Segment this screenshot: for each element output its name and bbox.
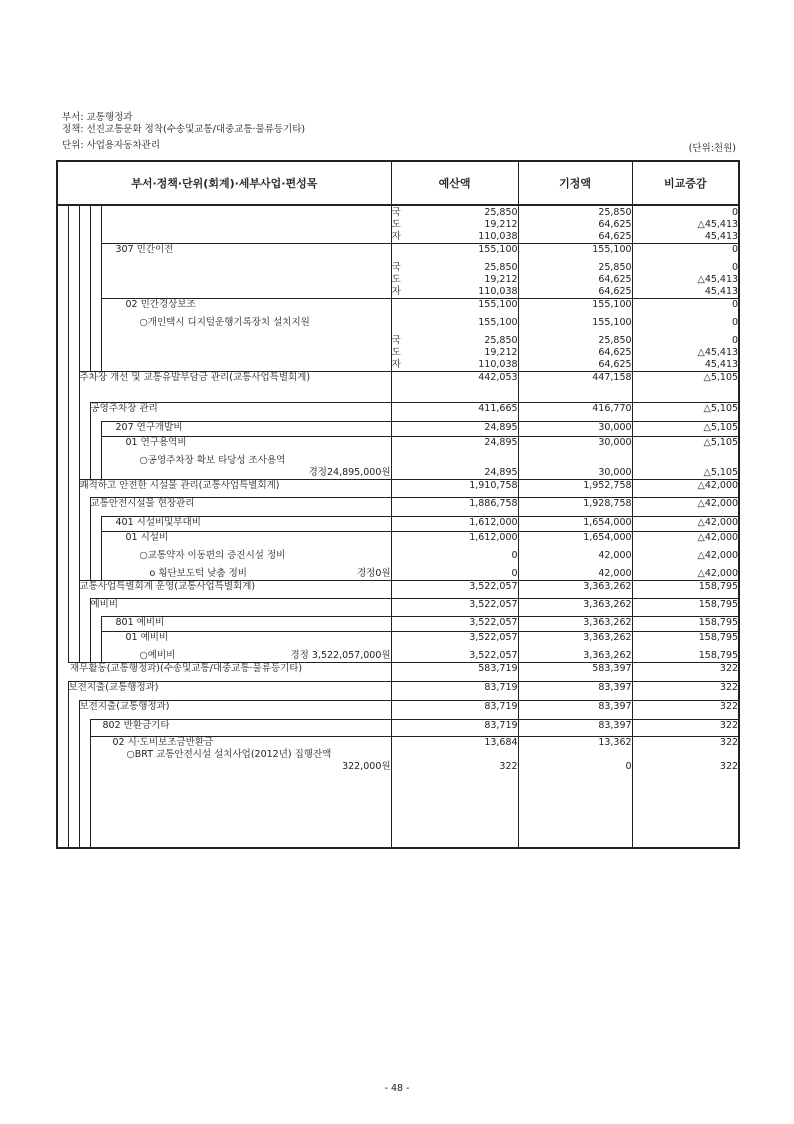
budget-value: 83,719 <box>484 701 518 712</box>
row-label: 02 민간경상보조 <box>125 299 196 310</box>
fund-label: 자 <box>391 231 401 242</box>
table-row <box>57 581 739 599</box>
prior-value: 30,000 <box>598 467 632 478</box>
table-row <box>57 480 739 498</box>
prior-value: 64,625 <box>598 219 632 230</box>
diff-value: 158,795 <box>698 632 739 643</box>
row-label: 공영주차장 관리 <box>90 403 158 414</box>
budget-value: 1,612,000 <box>469 532 518 543</box>
fund-value: 110,038 <box>478 359 518 370</box>
table-header-row <box>57 161 739 205</box>
row-sublabel: ○BRT 교통안전시설 설치사업(2012년) 집행잔액 <box>126 749 332 760</box>
diff-value: △42,000 <box>697 550 739 561</box>
diff-value: 0 <box>732 262 739 273</box>
fund-value: 110,038 <box>478 231 518 242</box>
diff-value: 322 <box>719 701 739 712</box>
prior-value: 3,363,262 <box>583 581 632 592</box>
fund-label: 도 <box>391 219 401 230</box>
table-row <box>57 532 739 581</box>
table-row <box>57 403 739 422</box>
prior-value: 25,850 <box>598 207 632 218</box>
budget-value: 1,910,758 <box>469 480 518 491</box>
table-row <box>57 737 739 849</box>
row-label: 재무활동(교통행정과)(수송및교통/대중교통·물류등기타) <box>70 663 303 674</box>
table-row <box>57 244 739 299</box>
page-number: - 48 - <box>384 1083 410 1094</box>
diff-value: 0 <box>732 335 739 346</box>
prior-value: 155,100 <box>592 299 632 310</box>
diff-value: △42,000 <box>697 480 739 491</box>
table-row <box>57 437 739 480</box>
budget-value: 155,100 <box>478 299 518 310</box>
header-item: 부서·정책·단위(회계)·세부사업·편성목 <box>57 161 391 205</box>
fund-value: 19,212 <box>484 274 518 285</box>
diff-value: 158,795 <box>698 650 739 661</box>
row-label: 01 연구용역비 <box>125 437 187 448</box>
prior-value: 3,363,262 <box>583 650 632 661</box>
prior-value: 3,363,262 <box>583 599 632 610</box>
prior-value: 64,625 <box>598 359 632 370</box>
prior-value: 583,397 <box>592 663 632 674</box>
row-label: 801 예비비 <box>115 617 165 628</box>
prior-value: 83,397 <box>598 701 632 712</box>
diff-value: 158,795 <box>698 599 739 610</box>
prior-value: 64,625 <box>598 274 632 285</box>
row-sublabel: o 횡단보도턱 낮춤 정비 <box>149 568 247 579</box>
prior-value: 25,850 <box>598 335 632 346</box>
budget-value: 3,522,057 <box>469 632 518 643</box>
header-prior: 기정액 <box>518 161 632 205</box>
diff-value: △5,105 <box>703 403 739 414</box>
prior-value: 42,000 <box>598 568 632 579</box>
prior-value: 64,625 <box>598 347 632 358</box>
budget-value: 3,522,057 <box>469 650 518 661</box>
budget-value: 3,522,057 <box>469 581 518 592</box>
budget-value: 83,719 <box>484 682 518 693</box>
row-label: 보전지출(교통행정과) <box>79 701 170 712</box>
fund-label: 자 <box>391 359 401 370</box>
prior-value: 25,850 <box>598 262 632 273</box>
diff-value: △5,105 <box>703 467 739 478</box>
fund-label: 도 <box>391 347 401 358</box>
diff-value: 322 <box>719 737 739 748</box>
diff-value: 45,413 <box>704 359 739 370</box>
prior-value: 64,625 <box>598 231 632 242</box>
diff-value: 322 <box>719 682 739 693</box>
budget-value: 24,895 <box>484 422 518 433</box>
row-label: 01 시설비 <box>125 532 169 543</box>
prior-value: 0 <box>625 761 632 772</box>
row-sublabel: ○예비비 <box>139 650 176 661</box>
diff-value: △42,000 <box>697 568 739 579</box>
table-row <box>57 701 739 720</box>
budget-value: 83,719 <box>484 720 518 731</box>
fund-value: 19,212 <box>484 219 518 230</box>
table-row <box>57 422 739 437</box>
table-row <box>57 498 739 517</box>
budget-value: 442,053 <box>478 372 518 383</box>
prior-value: 83,397 <box>598 682 632 693</box>
diff-value: 45,413 <box>704 231 739 242</box>
table-row <box>57 617 739 632</box>
budget-value: 322 <box>499 761 518 772</box>
unit-note: (단위:천원) <box>688 143 736 154</box>
budget-value: 0 <box>511 568 518 579</box>
row-label: 교통안전시설물 현장관리 <box>90 498 195 509</box>
diff-value: △45,413 <box>697 347 739 358</box>
budget-value: 155,100 <box>478 244 518 255</box>
fund-value: 25,850 <box>484 207 518 218</box>
table-row <box>57 682 739 701</box>
fund-label: 국 <box>391 207 401 218</box>
header-budget: 예산액 <box>391 161 518 205</box>
budget-value: 3,522,057 <box>469 599 518 610</box>
row-label: 02 시·도비보조금반환금 <box>112 737 214 748</box>
fund-value: 25,850 <box>484 262 518 273</box>
diff-value: 322 <box>719 761 739 772</box>
prior-value: 64,625 <box>598 286 632 297</box>
row-label: 401 시설비및부대비 <box>115 517 201 528</box>
prior-value: 1,928,758 <box>583 498 632 509</box>
diff-value: 0 <box>732 244 739 255</box>
row-label: 01 예비비 <box>125 632 169 643</box>
prior-value: 42,000 <box>598 550 632 561</box>
budget-value: 24,895 <box>484 467 518 478</box>
dept-line: 부서: 교통행정과 <box>62 112 133 123</box>
budget-value: 155,100 <box>478 317 518 328</box>
diff-value: △42,000 <box>697 532 739 543</box>
diff-value: △45,413 <box>697 274 739 285</box>
budget-value: 0 <box>511 550 518 561</box>
prior-value: 30,000 <box>598 437 632 448</box>
policy-line: 정책: 선진교통문화 정착(수송및교통/대중교통·물류등기타) <box>62 124 306 135</box>
row-amount-note: 322,000원 <box>342 761 391 772</box>
fund-value: 110,038 <box>478 286 518 297</box>
row-label: 802 반환금기타 <box>102 720 170 731</box>
diff-value: △42,000 <box>697 498 739 509</box>
diff-value: 158,795 <box>698 581 739 592</box>
fund-label: 국 <box>391 335 401 346</box>
table-row <box>57 205 739 244</box>
row-label: 보전지출(교통행정과) <box>68 682 159 693</box>
table-row <box>57 517 739 532</box>
diff-value: 158,795 <box>698 617 739 628</box>
budget-value: 24,895 <box>484 437 518 448</box>
prior-value: 30,000 <box>598 422 632 433</box>
prior-value: 416,770 <box>592 403 632 414</box>
budget-value: 583,719 <box>478 663 518 674</box>
row-label: 쾌적하고 안전한 시설물 관리(교통사업특별회계) <box>79 480 280 491</box>
row-amount-note: 경정0원 <box>356 568 391 579</box>
table-row <box>57 663 739 682</box>
prior-value: 1,952,758 <box>583 480 632 491</box>
row-label: 307 민간이전 <box>115 244 174 255</box>
fund-value: 25,850 <box>484 335 518 346</box>
fund-label: 자 <box>391 286 401 297</box>
diff-value: 0 <box>732 299 739 310</box>
prior-value: 1,654,000 <box>583 517 632 528</box>
table-row <box>57 372 739 403</box>
table-row <box>57 299 739 372</box>
row-label: 교통사업특별회계 운영(교통사업특별회계) <box>79 581 256 592</box>
diff-value: △42,000 <box>697 517 739 528</box>
budget-value: 1,886,758 <box>469 498 518 509</box>
diff-value: △5,105 <box>703 422 739 433</box>
prior-value: 13,362 <box>598 737 632 748</box>
diff-value: 322 <box>719 663 739 674</box>
diff-value: 0 <box>732 207 739 218</box>
row-sublabel: ○공영주차장 확보 타당성 조사용역 <box>139 455 286 466</box>
table-row <box>57 720 739 737</box>
diff-value: 45,413 <box>704 286 739 297</box>
row-label: 207 연구개발비 <box>115 422 183 433</box>
budget-value: 411,665 <box>478 403 518 414</box>
unit-scope-line: 단위: 사업용자동차관리 <box>62 140 160 151</box>
prior-value: 447,158 <box>592 372 632 383</box>
prior-value: 155,100 <box>592 244 632 255</box>
table-row <box>57 599 739 617</box>
prior-value: 155,100 <box>592 317 632 328</box>
row-amount-note: 경정24,895,000원 <box>308 467 391 478</box>
row-sublabel: ○교통약자 이동편의 증진시설 정비 <box>139 550 286 561</box>
diff-value: △45,413 <box>697 219 739 230</box>
row-label: 예비비 <box>90 599 119 610</box>
prior-value: 3,363,262 <box>583 632 632 643</box>
header-diff: 비교증감 <box>632 161 739 205</box>
prior-value: 83,397 <box>598 720 632 731</box>
prior-value: 1,654,000 <box>583 532 632 543</box>
fund-label: 도 <box>391 274 401 285</box>
budget-value: 13,684 <box>484 737 518 748</box>
fund-label: 국 <box>391 262 401 273</box>
budget-value: 3,522,057 <box>469 617 518 628</box>
diff-value: △5,105 <box>703 372 739 383</box>
diff-value: 322 <box>719 720 739 731</box>
row-amount-note: 경정 3,522,057,000원 <box>290 650 391 661</box>
diff-value: 0 <box>732 317 739 328</box>
row-label: 주차장 개선 및 교통유발부담금 관리(교통사업특별회계) <box>79 372 311 383</box>
budget-table <box>56 160 740 849</box>
prior-value: 3,363,262 <box>583 617 632 628</box>
table-row <box>57 632 739 663</box>
fund-value: 19,212 <box>484 347 518 358</box>
diff-value: △5,105 <box>703 437 739 448</box>
row-sublabel: ○개인택시 디지털운행기록장치 설치지원 <box>139 317 310 328</box>
budget-value: 1,612,000 <box>469 517 518 528</box>
